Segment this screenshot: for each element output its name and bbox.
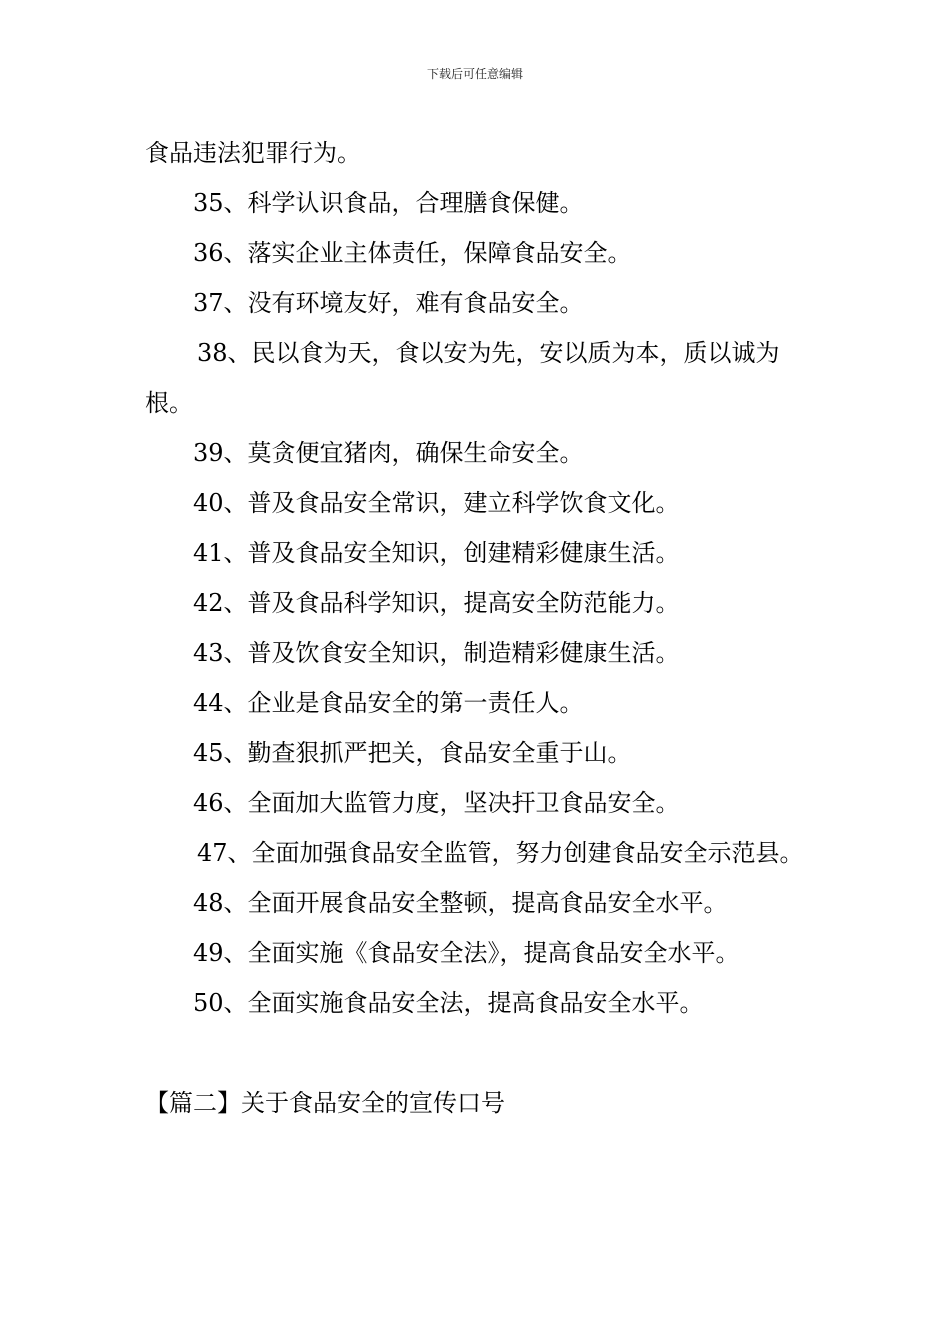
list-item: 39、莫贪便宜猪肉，确保生命安全。 [193, 439, 584, 467]
section-heading: 【篇二】关于食品安全的宣传口号 [145, 1089, 505, 1117]
header-note: 下载后可任意编辑 [426, 67, 523, 81]
list-item: 50、全面实施食品安全法，提高食品安全水平。 [193, 989, 704, 1017]
paragraph-continuation: 食品违法犯罪行为。 [145, 139, 361, 167]
list-item: 40、普及食品安全常识，建立科学饮食文化。 [193, 489, 680, 517]
list-item: 46、全面加大监管力度，坚决扞卫食品安全。 [193, 789, 680, 817]
list-item: 49、全面实施《食品安全法》，提高食品安全水平。 [193, 939, 740, 967]
list-item: 42、普及食品科学知识，提高安全防范能力。 [193, 589, 680, 617]
list-item: 45、勤查狠抓严把关，食品安全重于山。 [193, 739, 632, 767]
list-item: 38、民以食为天，食以安为先，安以质为本，质以诚为根。 [145, 339, 780, 417]
list-item: 35、科学认识食品，合理膳食保健。 [193, 189, 584, 217]
list-item: 41、普及食品安全知识，创建精彩健康生活。 [193, 539, 680, 567]
list-item: 36、落实企业主体责任，保障食品安全。 [193, 239, 632, 267]
body-text [145, 128, 810, 1128]
list-item: 44、企业是食品安全的第一责任人。 [193, 689, 584, 717]
list-item: 43、普及饮食安全知识，制造精彩健康生活。 [193, 639, 680, 667]
paragraph-spacer [145, 1028, 810, 1078]
list-item: 48、全面开展食品安全整顿，提高食品安全水平。 [193, 889, 728, 917]
list-item: 47、全面加强食品安全监管，努力创建食品安全示范县。 [197, 839, 804, 867]
list-item: 37、没有环境友好，难有食品安全。 [193, 289, 584, 317]
